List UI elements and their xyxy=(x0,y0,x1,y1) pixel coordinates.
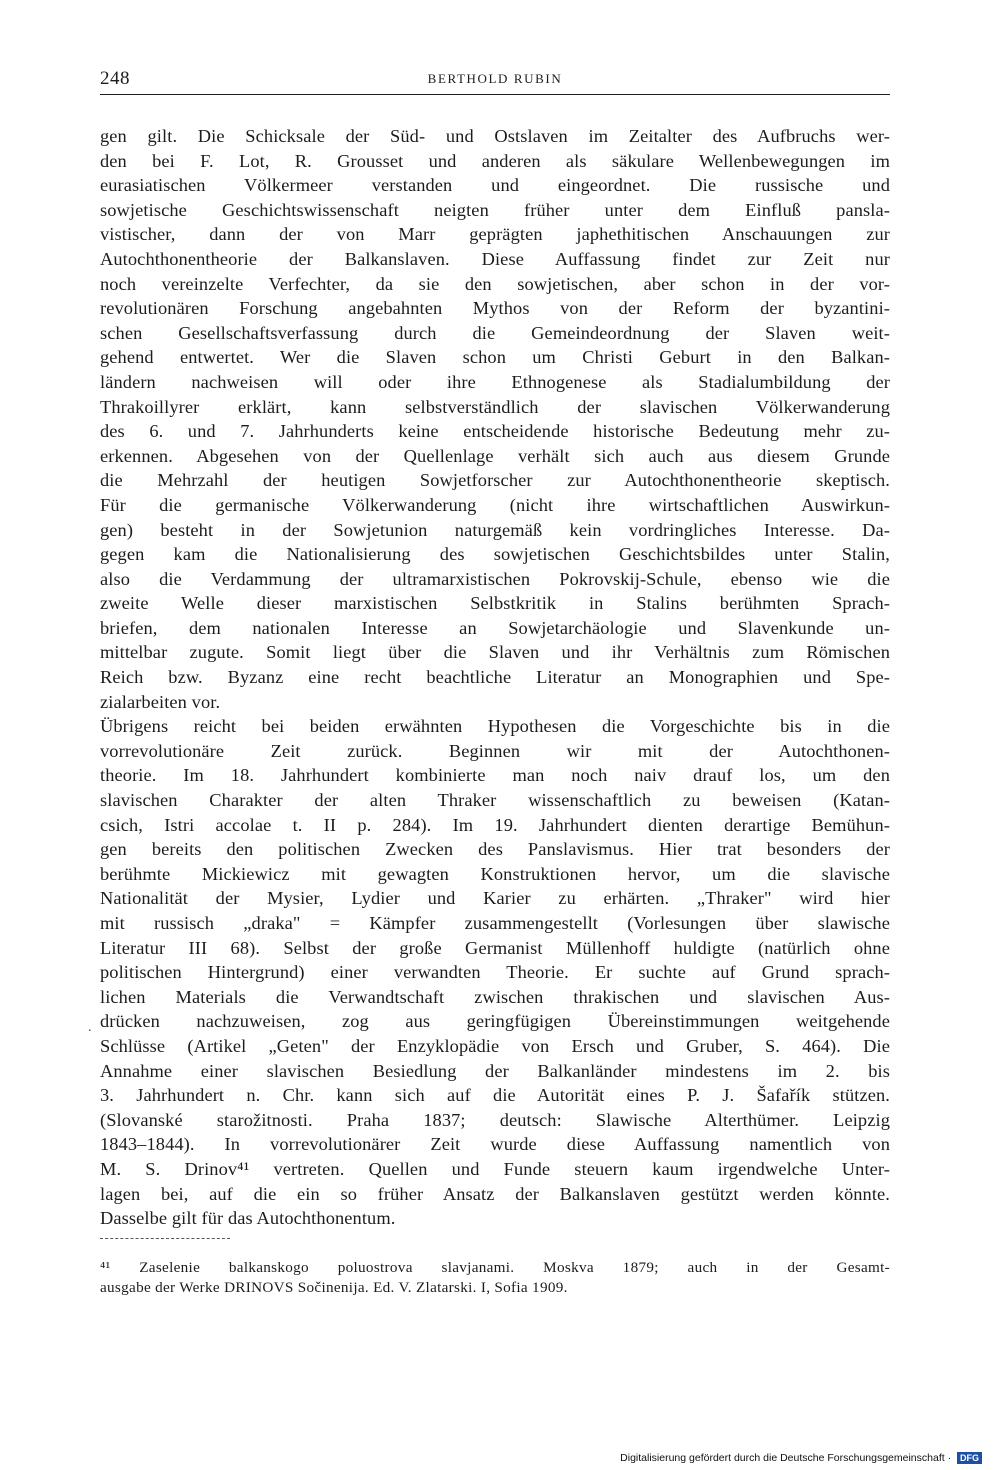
body-line: des 6. und 7. Jahrhunderts keine entscheidende historische Bedeutung mehr zu- xyxy=(100,421,890,442)
body-line: (Slovanské starožitnosti. Praha 1837; deutsch: Slawische Alterthümer. Leipzig xyxy=(100,1109,890,1130)
page-header xyxy=(100,66,890,95)
body-line: 3. Jahrhundert n. Chr. kann sich auf die Autorität eines P. J. Šafařík stützen. xyxy=(100,1085,890,1106)
body-line: lagen bei, auf die ein so früher Ansatz der Balkanslaven gestützt werden könnte. xyxy=(100,1183,890,1204)
body-line: eurasiatischen Völkermeer verstanden und eingeordnet. Die russische und xyxy=(100,175,890,196)
page-number: 248 xyxy=(100,68,130,89)
body-text xyxy=(100,124,890,1231)
body-line: Autochthonentheorie der Balkanslaven. Diese Auffassung findet zur Zeit nur xyxy=(100,248,890,269)
body-line: theorie. Im 18. Jahrhundert kombinierte man noch naiv drauf los, um den xyxy=(100,765,890,786)
body-line: mit russisch „draka" = Kämpfer zusammengestellt (Vorlesungen über slawische xyxy=(100,913,890,933)
body-line: gehend entwertet. Wer die Slaven schon um Christi Geburt in den Balkan- xyxy=(100,347,890,368)
margin-mark: . xyxy=(88,1020,92,1035)
running-head: BERTHOLD RUBIN xyxy=(427,71,563,86)
body-line: drücken nachzuweisen, zog aus geringfügigen Übereinstimmungen weitgehende xyxy=(100,1011,890,1032)
body-line: Für die germanische Völkerwanderung (nicht ihre wirtschaftlichen Auswirkun- xyxy=(100,494,890,515)
body-line: die Mehrzahl der heutigen Sowjetforscher zur Autochthonentheorie skeptisch. xyxy=(100,470,890,491)
body-line: also die Verdammung der ultramarxistischen Pokrovskij-Schule, ebenso wie die xyxy=(100,568,890,589)
body-line: zialarbeiten vor. xyxy=(100,691,221,712)
body-line: politischen Hintergrund) einer verwandten Theorie. Er suchte auf Grund sprach- xyxy=(100,962,890,983)
body-line: Reich bzw. Byzanz eine recht beachtliche Literatur an Monographien und Spe- xyxy=(100,667,890,688)
body-line: briefen, dem nationalen Interesse an Sowjetarchäologie und Slavenkunde un- xyxy=(100,617,890,638)
body-line: zweite Welle dieser marxistischen Selbstkritik in Stalins berühmten Sprach- xyxy=(100,593,890,614)
body-line: M. S. Drinov⁴¹ vertreten. Quellen und Funde steuern kaum irgendwelche Unter- xyxy=(100,1158,890,1179)
body-line: erkennen. Abgesehen von der Quellenlage verhält sich auch aus diesem Grunde xyxy=(100,445,890,466)
body-line: Schlüsse (Artikel „Geten" der Enzyklopädie von Ersch und Gruber, S. 464). Die xyxy=(100,1035,890,1056)
body-line: csich, Istri accolae t. II p. 284). Im 19. Jahrhundert dienten derartige Bemühun- xyxy=(100,814,890,835)
body-line: mittelbar zugute. Somit liegt über die Slaven und ihr Verhältnis zum Römischen xyxy=(100,642,890,663)
body-line: revolutionären Forschung angebahnten Mythos von der Reform der byzantini- xyxy=(100,298,890,319)
body-line: 1843–1844). In vorrevolutionärer Zeit wurde diese Auffassung namentlich von xyxy=(100,1134,890,1155)
body-line: Literatur III 68). Selbst der große Germanist Müllenhoff huldigte (natürlich ohne xyxy=(100,937,890,958)
footnote xyxy=(100,1258,890,1298)
body-line: vistischer, dann der von Marr geprägten japhethitischen Anschauungen zur xyxy=(100,224,890,245)
body-line: gegen kam die Nationalisierung des sowjetischen Geschichtsbildes unter Stalin, xyxy=(100,544,890,565)
body-line: slavischen Charakter der alten Thraker wissenschaftlich zu beweisen (Katan- xyxy=(100,790,890,811)
body-line: noch vereinzelte Verfechter, da sie den sowjetischen, aber schon in der vor- xyxy=(100,273,890,294)
body-line: Übrigens reicht bei beiden erwähnten Hypothesen die Vorgeschichte bis in die xyxy=(100,716,890,737)
body-line: sowjetische Geschichtswissenschaft neigten früher unter dem Einfluß pansla- xyxy=(100,199,890,220)
footnote-line: ⁴¹ Zaselenie balkanskogo poluostrova slavjanami. Moskva 1879; auch in der Gesamt- xyxy=(100,1259,890,1276)
body-line: gen bereits den politischen Zwecken des Panslavismus. Hier trat besonders der xyxy=(100,839,890,860)
body-line: gen) besteht in der Sowjetunion naturgemäß kein vordringliches Interesse. Da- xyxy=(100,519,890,540)
funding-note xyxy=(620,1452,982,1464)
dfg-logo: DFG xyxy=(957,1452,982,1464)
body-line: Annahme einer slavischen Besiedlung der Balkanländer mindestens im 2. bis xyxy=(100,1060,890,1081)
body-line: gen gilt. Die Schicksale der Süd- und Ostslaven im Zeitalter des Aufbruchs wer- xyxy=(100,126,890,146)
body-line: berühmte Mickiewicz mit gewagten Konstruktionen hervor, um die slavische xyxy=(100,863,890,884)
body-line: vorrevolutionäre Zeit zurück. Beginnen wir mit der Autochthonen- xyxy=(100,740,890,761)
body-line: schen Gesellschaftsverfassung durch die Gemeindeordnung der Slaven weit- xyxy=(100,322,890,343)
footnote-rule xyxy=(100,1238,230,1239)
body-line: Nationalität der Mysier, Lydier und Karier zu erhärten. „Thraker" wird hier xyxy=(100,888,890,909)
body-line: den bei F. Lot, R. Grousset und anderen als säkulare Wellenbewegungen im xyxy=(100,150,890,171)
body-line: Thrakoillyrer erklärt, kann selbstverständlich der slavischen Völkerwanderung xyxy=(100,396,890,417)
funding-note-text: Digitalisierung gefördert durch die Deutsche Forschungsgemeinschaft · xyxy=(620,1452,952,1464)
body-line: ländern nachweisen will oder ihre Ethnogenese als Stadialumbildung der xyxy=(100,371,890,392)
footnote-line: ausgabe der Werke DRINOVS Sočinenija. Ed. V. Zlatarski. I, Sofia 1909. xyxy=(100,1279,568,1296)
body-line: lichen Materials die Verwandtschaft zwischen thrakischen und slavischen Aus- xyxy=(100,986,890,1007)
body-line: Dasselbe gilt für das Autochthonentum. xyxy=(100,1208,396,1229)
